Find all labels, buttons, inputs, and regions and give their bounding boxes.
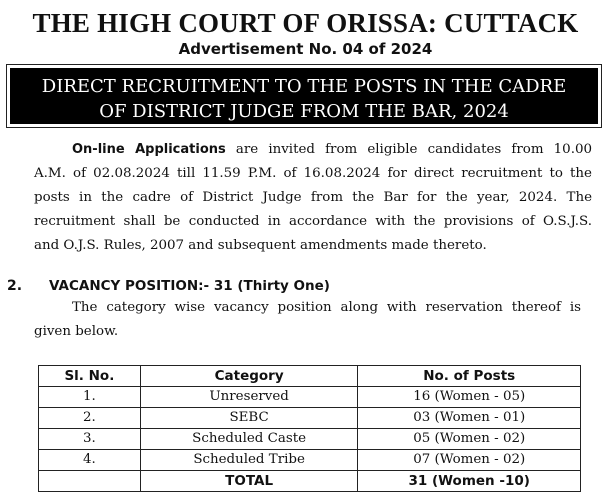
court-title: THE HIGH COURT OF ORISSA: CUTTACK (32, 8, 579, 38)
banner-line-2: OF DISTRICT JUDGE FROM THE BAR, 2024 (99, 101, 509, 122)
cell-sl-no: 4. (39, 450, 141, 471)
intro-bold-lead: On-line Applications (72, 142, 226, 157)
intro-line-3: posts in the cadre of District Judge from the Bar for the year, 2024. The (34, 190, 592, 205)
vacancy-paragraph-line-2: given below. (34, 324, 119, 339)
table-row (39, 408, 581, 429)
header-sl-no: Sl. No. (39, 366, 141, 387)
table-header-row (39, 366, 581, 387)
cell-sl-no: 1. (39, 387, 141, 408)
cell-sl-no: 2. (39, 408, 141, 429)
intro-line-5: and O.J.S. Rules, 2007 and subsequent amendments made thereto. (34, 238, 487, 253)
cell-total-value: 31 (Women -10) (358, 471, 581, 492)
cell-category: SEBC (140, 408, 358, 429)
cell-posts: 05 (Women - 02) (358, 429, 581, 450)
banner-line-1: DIRECT RECRUITMENT TO THE POSTS IN THE CADRE (41, 76, 567, 97)
cell-total-empty (39, 471, 141, 492)
table-row (39, 429, 581, 450)
header-no-of-posts: No. of Posts (358, 366, 581, 387)
vacancy-paragraph-line-1: The category wise vacancy position along with reservation thereof is (72, 300, 581, 315)
cell-category: Scheduled Caste (140, 429, 358, 450)
header-category: Category (140, 366, 358, 387)
table-total-row (39, 471, 581, 492)
table-row (39, 387, 581, 408)
intro-line-4: recruitment shall be conducted in accordance with the provisions of O.S.J.S. (34, 214, 592, 229)
title-banner (10, 68, 598, 124)
intro-line-1 (34, 138, 592, 162)
cell-posts: 16 (Women - 05) (358, 387, 581, 408)
cell-posts: 03 (Women - 01) (358, 408, 581, 429)
intro-line-1-text: are invited from eligible candidates from 10.00 (225, 142, 592, 157)
cell-category: Unreserved (140, 387, 358, 408)
vacancy-paragraph (34, 296, 581, 344)
intro-paragraph (34, 138, 592, 258)
advertisement-number: Advertisement No. 04 of 2024 (178, 40, 433, 58)
cell-category: Scheduled Tribe (140, 450, 358, 471)
cell-posts: 07 (Women - 02) (358, 450, 581, 471)
vacancy-table (38, 365, 581, 492)
section-number: 2. (7, 278, 23, 294)
section-heading: VACANCY POSITION:- 31 (Thirty One) (49, 278, 330, 294)
intro-line-2: A.M. of 02.08.2024 till 11.59 P.M. of 16.08.2024 for direct recruitment to the (34, 166, 592, 181)
cell-total-label: TOTAL (140, 471, 358, 492)
cell-sl-no: 3. (39, 429, 141, 450)
table-row (39, 450, 581, 471)
title-banner-frame (6, 64, 602, 128)
